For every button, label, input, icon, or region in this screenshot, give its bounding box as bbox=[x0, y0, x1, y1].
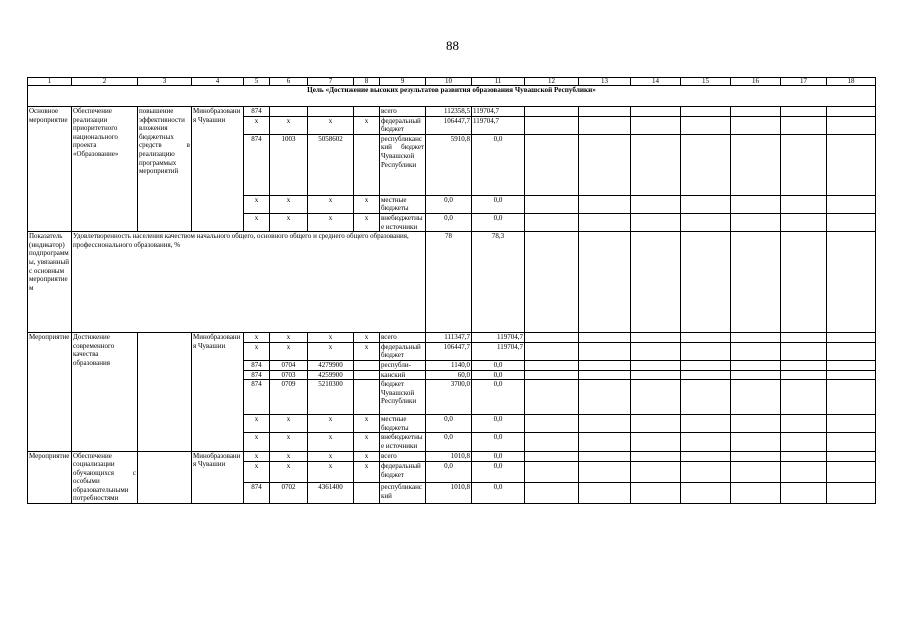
value-cell: 0,0 bbox=[426, 415, 472, 433]
source-cell: республиканский бюджет Чувашской Республики bbox=[380, 134, 426, 195]
source-cell: местные бюджеты bbox=[380, 195, 426, 213]
expense-cell: x bbox=[354, 451, 380, 462]
section-cell bbox=[270, 107, 308, 117]
target-cell: x bbox=[308, 462, 354, 483]
value-cell: 0,0 bbox=[472, 462, 525, 483]
source-cell: всего bbox=[380, 333, 426, 343]
goal-title: Цель «Достижение высоких результатов развития образования Чувашской Республики» bbox=[28, 86, 876, 107]
indicator-value-11: 78,3 bbox=[472, 232, 525, 333]
value-cell: 119704,7 bbox=[472, 333, 525, 343]
section-cell: x bbox=[270, 415, 308, 433]
value-cell: 119704,7 bbox=[472, 116, 525, 134]
value-cell: 5910,8 bbox=[426, 134, 472, 195]
target-cell: 4361400 bbox=[308, 483, 354, 504]
source-cell: республи- bbox=[380, 360, 426, 370]
target-cell: 5058602 bbox=[308, 134, 354, 195]
indicator-row bbox=[28, 232, 876, 333]
header-cell: 7 bbox=[308, 78, 354, 86]
value-cell: 0,0 bbox=[426, 462, 472, 483]
value-cell: 1140,0 bbox=[426, 360, 472, 370]
source-cell: федеральный бюджет bbox=[380, 116, 426, 134]
header-cell: 13 bbox=[579, 78, 631, 86]
value-cell: 60,0 bbox=[426, 370, 472, 380]
source-cell: республиканский bbox=[380, 483, 426, 504]
target-cell: x bbox=[308, 451, 354, 462]
value-cell: 106447,7 bbox=[426, 116, 472, 134]
source-cell: местные бюджеты bbox=[380, 415, 426, 433]
grbs-cell: 874 bbox=[244, 360, 270, 370]
page-number: 88 bbox=[446, 38, 459, 53]
target-cell: 4259900 bbox=[308, 370, 354, 380]
block2-executor: Минобразования Чувашии bbox=[192, 333, 244, 451]
source-cell: федеральный бюджет bbox=[380, 342, 426, 360]
grbs-cell: 874 bbox=[244, 380, 270, 415]
header-cell: 12 bbox=[525, 78, 579, 86]
header-cell: 5 bbox=[244, 78, 270, 86]
value-cell: 0,0 bbox=[472, 380, 525, 415]
expense-cell: x bbox=[354, 213, 380, 231]
section-cell: 0709 bbox=[270, 380, 308, 415]
indicator-value-10: 78 bbox=[426, 232, 472, 333]
value-cell: 1010,8 bbox=[426, 483, 472, 504]
header-cell: 8 bbox=[354, 78, 380, 86]
program-table bbox=[27, 77, 876, 504]
value-cell: 0,0 bbox=[426, 213, 472, 231]
expense-cell: x bbox=[354, 195, 380, 213]
section-cell: 0703 bbox=[270, 370, 308, 380]
section-cell: 0702 bbox=[270, 483, 308, 504]
target-cell: x bbox=[308, 333, 354, 343]
header-cell: 11 bbox=[472, 78, 525, 86]
expense-cell: x bbox=[354, 116, 380, 134]
target-cell: x bbox=[308, 342, 354, 360]
source-cell: всего bbox=[380, 107, 426, 117]
block2-type: Мероприятие bbox=[28, 333, 72, 451]
value-cell: 0,0 bbox=[472, 195, 525, 213]
expense-cell bbox=[354, 107, 380, 117]
section-cell: x bbox=[270, 195, 308, 213]
target-cell: 4279900 bbox=[308, 360, 354, 370]
expense-cell bbox=[354, 134, 380, 195]
grbs-cell: 874 bbox=[244, 134, 270, 195]
value-cell: 0,0 bbox=[472, 213, 525, 231]
value-cell: 0,0 bbox=[472, 483, 525, 504]
grbs-cell: x bbox=[244, 462, 270, 483]
grbs-cell: 874 bbox=[244, 107, 270, 117]
block3-executor: Минобразования Чувашии bbox=[192, 451, 244, 504]
block1-title: Обеспечение реализации приоритетного национального проекта «Образование» bbox=[72, 107, 138, 232]
value-cell: 0,0 bbox=[472, 134, 525, 195]
target-cell: x bbox=[308, 415, 354, 433]
value-cell: 119704,7 bbox=[472, 342, 525, 360]
target-cell: x bbox=[308, 116, 354, 134]
source-cell: всего bbox=[380, 451, 426, 462]
grbs-cell: x bbox=[244, 213, 270, 231]
target-cell: x bbox=[308, 213, 354, 231]
value-cell: 0,0 bbox=[472, 360, 525, 370]
target-cell: 5210300 bbox=[308, 380, 354, 415]
source-cell: федеральный бюджет bbox=[380, 462, 426, 483]
header-cell: 16 bbox=[731, 78, 781, 86]
block2-title: Достижение современного качества образования bbox=[72, 333, 138, 451]
source-cell: бюджет Чувашской Республики bbox=[380, 380, 426, 415]
value-cell: 119704,7 bbox=[472, 107, 525, 117]
value-cell: 3700,0 bbox=[426, 380, 472, 415]
expense-cell bbox=[354, 360, 380, 370]
grbs-cell: 874 bbox=[244, 483, 270, 504]
grbs-cell: x bbox=[244, 333, 270, 343]
table-row bbox=[28, 451, 876, 462]
indicator-text: Удовлетворенность населения качеством начального общего, основного общего и среднего общего образования, профессионального образования, % bbox=[72, 232, 426, 333]
block1-type: Основное мероприятие bbox=[28, 107, 72, 232]
header-cell: 10 bbox=[426, 78, 472, 86]
grbs-cell: 874 bbox=[244, 370, 270, 380]
section-cell: x bbox=[270, 333, 308, 343]
grbs-cell: x bbox=[244, 195, 270, 213]
expense-cell: x bbox=[354, 433, 380, 451]
header-cell: 17 bbox=[781, 78, 827, 86]
table-row bbox=[28, 333, 876, 343]
header-cell: 18 bbox=[827, 78, 876, 86]
header-cell: 2 bbox=[72, 78, 138, 86]
value-cell: 0,0 bbox=[426, 195, 472, 213]
expense-cell: x bbox=[354, 415, 380, 433]
block3-title: Обеспечение социализации обучающихся с особыми образовательными потребностями bbox=[73, 451, 136, 503]
block3-type: Мероприятие bbox=[28, 451, 72, 504]
section-cell: 1003 bbox=[270, 134, 308, 195]
section-cell: 0704 bbox=[270, 360, 308, 370]
value-cell: 0,0 bbox=[472, 415, 525, 433]
header-cell: 15 bbox=[681, 78, 731, 86]
section-cell: x bbox=[270, 213, 308, 231]
source-cell: внебюджетные источники bbox=[380, 433, 426, 451]
expense-cell bbox=[354, 483, 380, 504]
source-cell: внебюджетные источники bbox=[380, 213, 426, 231]
value-cell: 111347,7 bbox=[426, 333, 472, 343]
target-cell bbox=[308, 107, 354, 117]
value-cell: 106447,7 bbox=[426, 342, 472, 360]
section-cell: x bbox=[270, 451, 308, 462]
expense-cell: x bbox=[354, 342, 380, 360]
expense-cell bbox=[354, 380, 380, 415]
value-cell: 0,0 bbox=[472, 451, 525, 462]
header-cell: 14 bbox=[631, 78, 681, 86]
grbs-cell: x bbox=[244, 415, 270, 433]
section-cell: x bbox=[270, 433, 308, 451]
indicator-label: Показатель (индикатор) подпрограммы, увязанный с основным мероприятием bbox=[28, 232, 72, 333]
expense-cell: x bbox=[354, 333, 380, 343]
header-cell: 4 bbox=[192, 78, 244, 86]
grbs-cell: x bbox=[244, 116, 270, 134]
header-cell: 9 bbox=[380, 78, 426, 86]
expense-cell: x bbox=[354, 462, 380, 483]
section-cell: x bbox=[270, 342, 308, 360]
header-cell: 6 bbox=[270, 78, 308, 86]
grbs-cell: x bbox=[244, 342, 270, 360]
value-cell: 0,0 bbox=[426, 433, 472, 451]
target-cell: x bbox=[308, 433, 354, 451]
header-cell: 3 bbox=[138, 78, 192, 86]
value-cell: 112358,5 bbox=[426, 107, 472, 117]
block1-executor: Минобразования Чувашии bbox=[192, 107, 244, 232]
section-cell: x bbox=[270, 462, 308, 483]
target-cell: x bbox=[308, 195, 354, 213]
value-cell: 1010,8 bbox=[426, 451, 472, 462]
header-row bbox=[28, 78, 876, 86]
source-cell: канский bbox=[380, 370, 426, 380]
header-cell: 1 bbox=[28, 78, 72, 86]
grbs-cell: x bbox=[244, 451, 270, 462]
goal-row bbox=[28, 86, 876, 107]
table-row bbox=[28, 107, 876, 117]
section-cell: x bbox=[270, 116, 308, 134]
grbs-cell: x bbox=[244, 433, 270, 451]
block1-result: повышение эффективности вложения бюджетных средств в реализацию программых мероприятий bbox=[138, 107, 192, 232]
expense-cell bbox=[354, 370, 380, 380]
value-cell: 0,0 bbox=[472, 370, 525, 380]
value-cell: 0,0 bbox=[472, 433, 525, 451]
